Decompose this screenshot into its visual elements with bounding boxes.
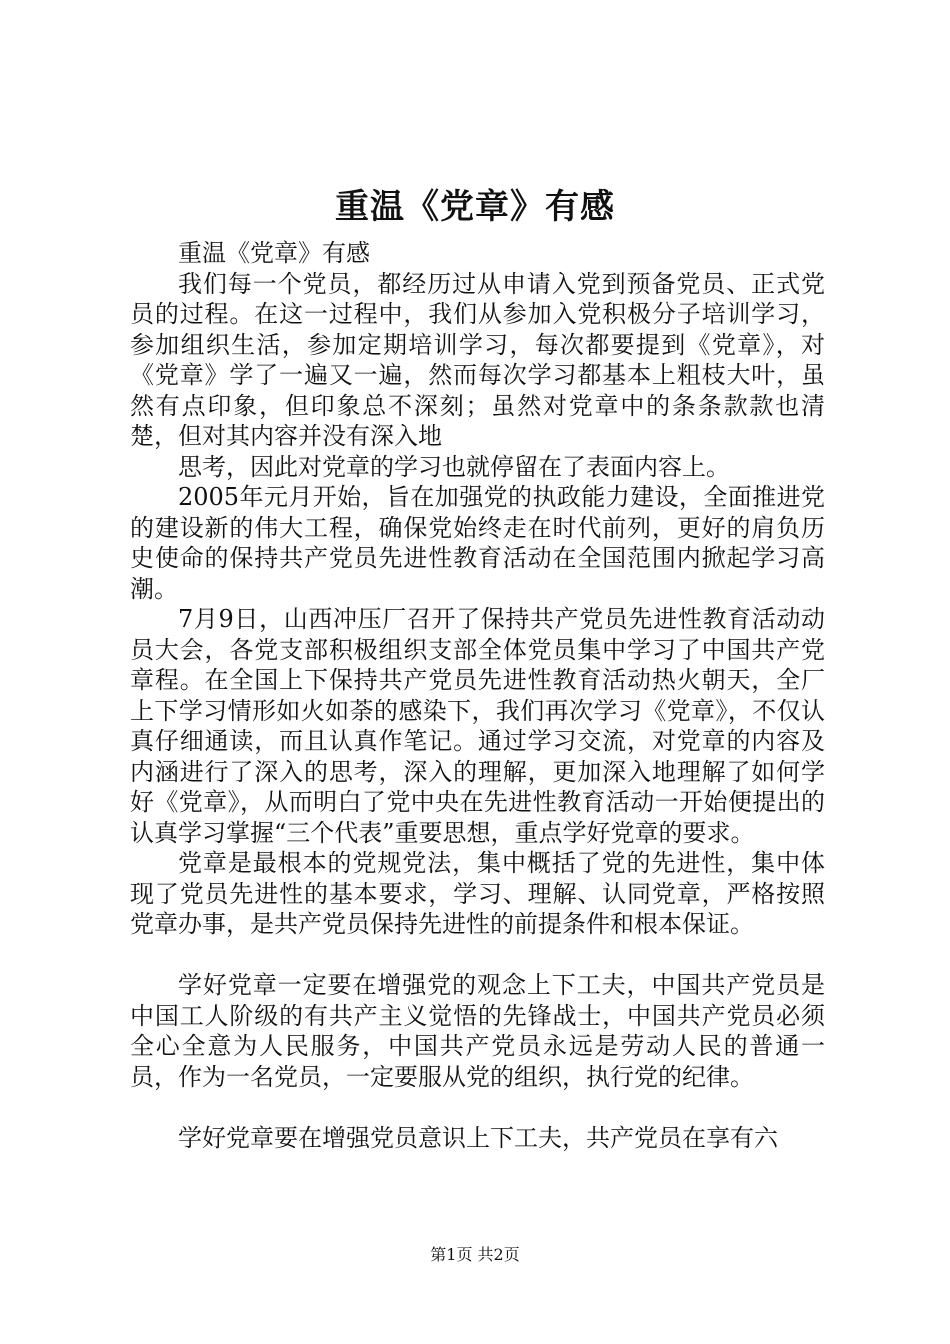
paragraph: 党章是最根本的党规党法，集中概括了党的先进性，集中体现了党员先进性的基本要求，学习、理解、认同党章，严格按照党章办事，是共产党员保持先进性的前提条件和根本保证。	[130, 849, 825, 938]
paragraph: 思考，因此对党章的学习也就停留在了表面内容上。	[178, 452, 730, 481]
page-footer	[0, 1243, 950, 1267]
paragraph: 我们每一个党员，都经历过从申请入党到预备党员、正式党员的过程。在这一过程中，我们从参加入党积极分子培训学习，参加组织生活，参加定期培训学习，每次都要提到《党章》，对《党章》学了一遍又一遍，然而每次学习都基本上粗枝大叶，虽然有点印象，但印象总不深刻；虽然对党章中的条条款款也清楚，但对其内容并没有深入地	[130, 269, 825, 450]
paragraph: 学好党章要在增强党员意识上下工夫，共产党员在享有六	[178, 1123, 778, 1152]
paragraph: 2005年元月开始，旨在加强党的执政能力建设，全面推进党的建设新的伟大工程，确保党始终走在时代前列，更好的肩负历史使命的保持共产党员先进性教育活动在全国范围内掀起学习高潮。	[130, 483, 825, 603]
paragraph-subtitle: 重温《党章》有感	[178, 239, 370, 267]
document-body	[130, 238, 825, 1153]
document-title: 重温《党章》有感	[335, 187, 615, 227]
page-number-total: 共2页	[477, 1245, 520, 1264]
paragraph: 学好党章一定要在增强党的观念上下工夫，中国共产党员是中国工人阶级的有共产主义觉悟的先锋战士，中国共产党员必须全心全意为人民服务，中国共产党员永远是劳动人民的普通一员，作为一名党员，一定要服从党的组织，执行党的纪律。	[130, 971, 825, 1091]
page-number-current: 第1页	[430, 1245, 473, 1264]
paragraph: 7月9日，山西冲压厂召开了保持共产党员先进性教育活动动员大会，各党支部积极组织支部全体党员集中学习了中国共产党章程。在全国上下保持共产党员先进性教育活动热火朝天，全厂上下学习情形如火如荼的感染下，我们再次学习《党章》，不仅认真仔细通读，而且认真作笔记。通过学习交流，对党章的内容及内涵进行了深入的思考，深入的理解，更加深入地理解了如何学好《党章》，从而明白了党中央在先进性教育活动一开始便提出的认真学习掌握“三个代表”重要思想，重点学好党章的要求。	[130, 605, 825, 847]
